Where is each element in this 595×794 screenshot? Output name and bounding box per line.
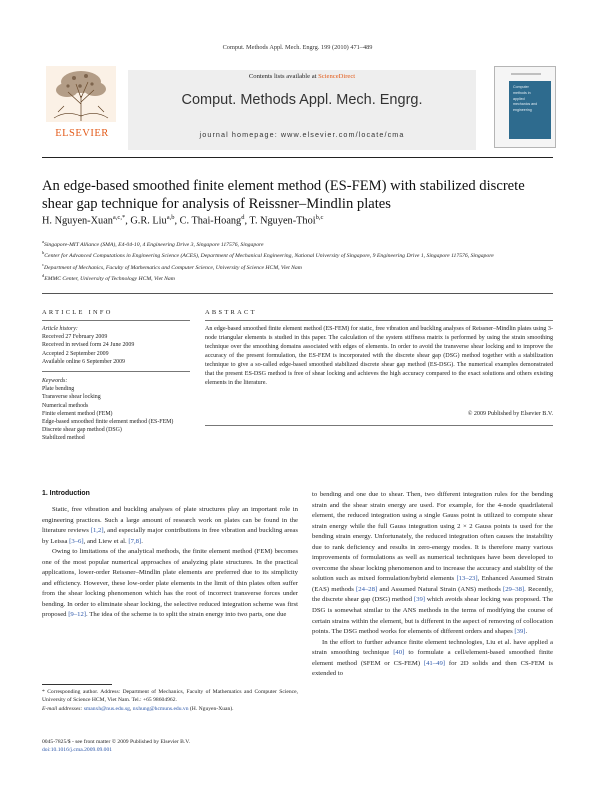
email-label: E-mail addresses: xyxy=(42,705,83,712)
affiliation-text: Center for Advanced Computations in Engineering Science (ACES), Department of Mechanical Engineering, National University of Singapore, 9 Engineering Drive 1, Singapore 117576, Singapore xyxy=(44,253,494,260)
affiliation-rule xyxy=(42,293,553,294)
keyword-item: Plate bending xyxy=(42,386,75,393)
article-info-heading: ARTICLE INFO xyxy=(42,309,113,316)
author-list xyxy=(42,214,553,226)
body-paragraph xyxy=(312,490,553,638)
cover-line: Computer xyxy=(513,85,529,89)
history-item: Received 27 February 2009 xyxy=(42,334,108,341)
header-rule xyxy=(42,157,553,158)
body-paragraph xyxy=(42,505,298,547)
citation-link[interactable]: [13–23] xyxy=(456,575,478,583)
affiliation-item xyxy=(42,238,553,249)
cover-line: engineering xyxy=(513,108,532,112)
abstract-text: An edge-based smoothed finite element method (ES-FEM) for static, free vibration and buckling analyses of Reissner–Mindlin plates using 3-node triangular elements is studied in this paper. The calculation of the system stiffness matrix is performed by using the strain smoothing technique over the smoothing domains associated with edges of elements. In order to avoid the transverse shear locking and to improve the accuracy of the present formulation, the ES-FEM is incorporated with the discrete shear gap (DSG) method together with a stabilization technique to give a so-called edge-based smoothed stabilized discrete shear gap method (ES-DSG). The numerical examples demonstrated that the present ES-DSG method is free of shear locking and achieves the high accuracy compared to the exact solutions and others existing elements in the literature. xyxy=(205,326,553,387)
affiliation-item xyxy=(42,261,553,272)
body-text: to bending and one due to shear. Then, two different integration rules for the bending strain and the shear strain energy are used. For example, for the 4-node quadrilateral element, the reduced integration using a single Gauss point is utilized to compute shear strain energy while the full Gauss integration using 2 × 2 Gauss points is used for the bending strain energy. Unfortunately, the reduced integration often causes the instability due to rank deficiency and results in zero-energy modes. It is therefore many various improvements of formulations as well as numerical techniques have been developed to overcome the shear locking phenomenon and to increase the accuracy and stability of the solution such as mixed formulation/hybrid elements xyxy=(312,491,553,583)
article-title: An edge-based smoothed finite element method (ES-FEM) with stabilized discrete shear gap technique for analysis of Reissner–Mindlin plates xyxy=(42,178,525,212)
affiliation-list xyxy=(42,238,553,283)
body-column-right xyxy=(312,490,553,680)
article-history xyxy=(42,325,190,366)
body-text: . xyxy=(525,628,528,636)
keyword-item: Discrete shear gap method (DSG) xyxy=(42,427,122,434)
corresponding-author-footnote xyxy=(42,688,298,713)
author-affil-marker[interactable]: a,b xyxy=(166,214,175,221)
footnote-rule xyxy=(42,684,112,685)
affiliation-text: Department of Mechanics, Faculty of Mathematics and Computer Science, University of Science HCM, Viet Nam xyxy=(44,264,302,271)
article-info-rule xyxy=(42,320,190,321)
author-name[interactable]: G.R. Liu xyxy=(130,215,167,227)
author-separator: , xyxy=(244,215,250,227)
email-link[interactable]: smanxh@nus.edu.sg xyxy=(83,705,130,712)
body-paragraph xyxy=(312,638,553,680)
citation-link[interactable]: [41–49] xyxy=(423,659,446,667)
author-name[interactable]: H. Nguyen-Xuan xyxy=(42,215,113,227)
affiliation-item xyxy=(42,272,553,283)
journal-homepage-link[interactable]: journal homepage: www.elsevier.com/locate/cma xyxy=(199,130,405,139)
email-line xyxy=(42,705,298,713)
citation-link[interactable]: [1,2] xyxy=(90,527,104,535)
email-owner: (H. Nguyen-Xuan). xyxy=(188,705,234,712)
affiliation-item xyxy=(42,249,553,260)
body-text: , and especially major contributions in free vibration and buckling areas by Leissa xyxy=(42,527,298,545)
author-separator: , xyxy=(125,215,131,227)
abstract-heading: ABSTRACT xyxy=(205,309,257,316)
author-separator: , xyxy=(174,215,180,227)
body-text: In the effort to further advance finite element technologies, Liu et al. have applied a strain smoothing technique xyxy=(312,638,553,657)
body-text: . The idea of the scheme is to split the strain energy into two parts, one due xyxy=(86,611,287,619)
elsevier-tree-icon xyxy=(46,66,116,122)
body-text: . Recently, the discrete shear gap (DSG) method xyxy=(312,585,553,604)
article-identifiers xyxy=(42,738,298,755)
abstract-rule xyxy=(205,320,553,321)
body-text: which avoids shear locking was proposed. The DSG is somewhat similar to the ANS methods in the terms of modifying the course of certain strains within the element, but is different in the aspect of removing of collocation points. The DSG method works for elements of different orders and shapes xyxy=(312,596,553,636)
article-info-divider xyxy=(42,371,190,372)
affiliation-marker: a xyxy=(42,239,44,244)
copyright-notice: © 2009 Published by Elsevier B.V. xyxy=(467,411,553,417)
body-text: and Assumed Natural Strain (ANS) methods xyxy=(377,585,503,593)
author-affil-marker[interactable]: b,c xyxy=(315,214,324,221)
issn-line: 0045-7825/$ - see front matter © 2009 Published by Elsevier B.V. xyxy=(42,739,191,745)
keyword-item: Stabilized method xyxy=(42,435,85,442)
section-heading-introduction: 1. Introduction xyxy=(42,490,90,497)
affiliation-marker: b xyxy=(42,250,45,256)
journal-cover-thumbnail[interactable] xyxy=(494,66,556,148)
keyword-item: Transverse shear locking xyxy=(42,394,101,401)
cover-line: mechanics and xyxy=(513,102,538,107)
author-affil-marker[interactable]: a,c,* xyxy=(112,214,126,221)
affiliation-marker: c xyxy=(42,261,44,267)
body-text: Owing to limitations of the analytical methods, the finite element method (FEM) becomes one of the most popular numerical approaches of analyzing plate structures. In the practical applications, lower-order Reissner–Mindlin plate elements are preferred due to its simplicity and efficiency. However, these low-order plate elements in the limit of thin plates often suffer from the shear locking phenomenon which has the root of incorrect transverse forces under bending. In order to eliminate shear locking, the selective reduced integration scheme was first proposed xyxy=(42,548,298,619)
history-item: Available online 6 September 2009 xyxy=(42,358,125,365)
cover-title xyxy=(513,85,537,114)
elsevier-logo[interactable] xyxy=(42,66,122,138)
cover-panel xyxy=(509,81,551,139)
affiliation-marker: d xyxy=(42,272,45,278)
keyword-item: Edge-based smoothed finite element method (ES-FEM) xyxy=(42,419,174,426)
affiliation-text: Singapore-MIT Alliance (SMA), E4-04-10, 4 Engineering Drive 3, Singapore 117576, Singapore xyxy=(44,241,264,248)
cover-line: methods in xyxy=(513,90,531,95)
author-name[interactable]: T. Nguyen-Thoi xyxy=(249,215,316,227)
body-text: Static, free vibration and buckling analyses of plate structures play an important role in engineering practices. Such a large amount of research work on plates can be found in the literature reviews xyxy=(42,506,298,535)
citation-link[interactable]: [7,8] xyxy=(128,537,142,545)
citation-link[interactable]: [40] xyxy=(393,649,405,657)
author-affil-marker[interactable]: d xyxy=(241,214,245,221)
email-link[interactable]: nxhung@hcmuns.edu.vn xyxy=(132,705,189,712)
cover-line: applied xyxy=(513,96,525,101)
email-separator: , xyxy=(129,705,133,712)
citation-link[interactable]: [24–28] xyxy=(356,585,378,593)
abstract-bottom-rule xyxy=(205,425,553,426)
elsevier-wordmark: ELSEVIER xyxy=(55,128,109,139)
citation-link[interactable]: [9–12] xyxy=(68,611,87,619)
author-name[interactable]: C. Thai-Hoang xyxy=(179,215,242,227)
contents-availability-line xyxy=(128,73,476,80)
affiliation-text: EMMC Center, University of Technology HCM, Viet Nam xyxy=(44,275,175,282)
citation-link[interactable]: [39] xyxy=(413,596,426,604)
body-paragraph xyxy=(42,547,298,621)
body-text: , Enhanced Assumed Strain (EAS) methods xyxy=(312,575,553,593)
body-text: for 2D solids and then CS-FEM is extended to xyxy=(312,659,553,678)
journal-title[interactable]: Comput. Methods Appl. Mech. Engrg. xyxy=(181,92,423,108)
sciencedirect-link[interactable]: ScienceDirect xyxy=(318,73,356,80)
keywords-label: Keywords: xyxy=(42,378,68,384)
doi-link[interactable]: doi:10.1016/j.cma.2009.09.001 xyxy=(42,747,113,754)
keyword-list xyxy=(42,377,187,443)
citation-link[interactable]: [29–38] xyxy=(502,585,525,593)
keyword-item: Finite element method (FEM) xyxy=(42,410,113,417)
running-head: Comput. Methods Appl. Mech. Engrg. 199 (2010) 471–489 xyxy=(222,44,373,51)
contents-prefix: Contents lists available at xyxy=(248,73,319,80)
history-label: Article history: xyxy=(42,326,78,332)
corresponding-author-text: * Corresponding author. Address: Department of Mechanics, Faculty of Mathematics and Computer Science, University of Science HCM, Viet Nam. Tel.: +65 98604962. xyxy=(42,689,298,704)
history-item: Received in revised form 24 June 2009 xyxy=(42,342,135,349)
citation-link[interactable]: [3–6] xyxy=(69,537,84,545)
history-item: Accepted 2 September 2009 xyxy=(42,350,109,357)
keyword-item: Numerical methods xyxy=(42,402,89,409)
body-text: to formulate a cell/element-based smoothed finite element method (SFEM or CS-FEM) xyxy=(312,649,553,667)
body-text: , and Liew et al. xyxy=(83,537,129,545)
cover-header-bar xyxy=(511,73,541,75)
body-column-left xyxy=(42,505,298,621)
body-text: . xyxy=(141,537,143,545)
citation-link[interactable]: [39] xyxy=(514,628,526,636)
